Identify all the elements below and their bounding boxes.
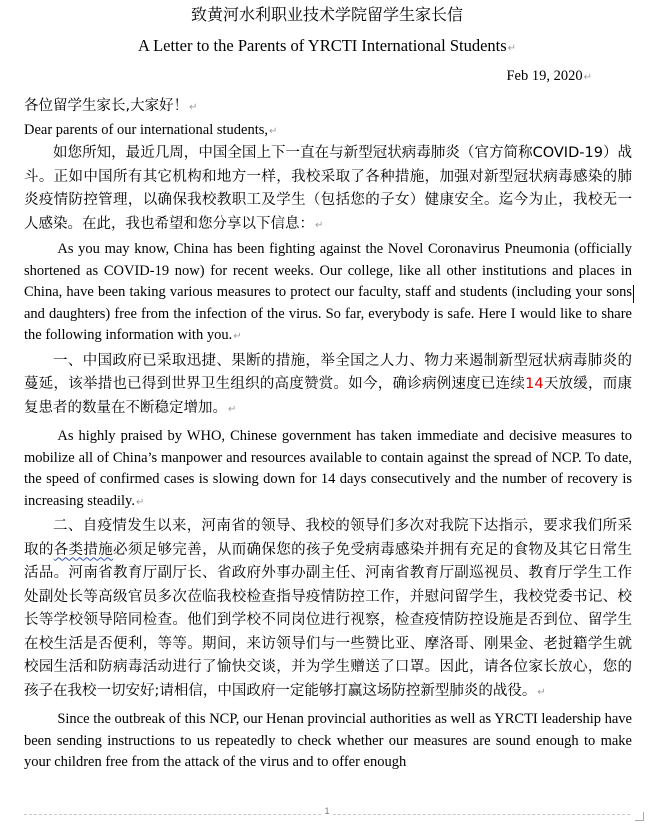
letter-date: Feb 19, 2020↵	[506, 68, 592, 84]
paragraph-1-english: As you may know, China has been fighting against the Novel Coronavirus Pneumonia (officially shortened as COVID-19 now) for recent weeks. Our college, like all other institutions and places in China, have been taking various measures to protect our faculty, staff and students (including your sons and daughters) free from the infection of the virus. So far, everybody is safe. Here I would like to share the following information with you.↵	[24, 241, 632, 343]
greeting-english: Dear parents of our international students,↵	[24, 121, 278, 138]
page-number: 1	[321, 806, 333, 816]
page-footer	[0, 806, 654, 823]
paragraph-mark: ↵	[189, 102, 198, 113]
paragraph-mark: ↵	[583, 72, 592, 83]
paragraph-mark: ↵	[315, 219, 324, 231]
paragraph-mark: ↵	[507, 43, 517, 54]
paragraph-3-english: Since the outbreak of this NCP, our Henan provincial authorities as well as YRCTI leadership have been sending instructions to us repeatedly to check whether our measures are sound enough to make your children free from the attack of the virus and to offer enough	[24, 711, 632, 770]
letter-title-chinese: 致黄河水利职业技术学院留学生家长信	[190, 5, 463, 24]
letter-title-english: A Letter to the Parents of YRCTI International Students↵	[137, 36, 517, 55]
paragraph-2-english: As highly praised by WHO, Chinese government has taken immediate and decisive measures to mobilize all of China’s manpower and resources available to contain against the spread of NCP. To date, the speed of confirmed cases is slowing down for 14 days consecutively and the number of recovery is increasing steadily.↵	[24, 428, 632, 509]
paragraph-mark: ↵	[269, 125, 278, 137]
paragraph-mark: ↵	[228, 403, 237, 415]
paragraph-mark: ↵	[537, 686, 546, 698]
paragraph-1-chinese: 如您所知，最近几周，中国全国上下一直在与新型冠状病毒肺炎（官方简称COVID-19）战斗。正如中国所有其它机构和地方一样，我校采取了各种措施，加强对新型冠状病毒感染的肺炎疫情防控管理，以确保我校教职工及学生（包括您的子女）健康安全。迄今为止，我校无一人感染。在此，我也希望和您分享以下信息：↵	[24, 145, 632, 232]
spellcheck-underlined-text[interactable]: 各类措施	[53, 541, 114, 558]
highlighted-number: 14	[525, 376, 544, 392]
text-cursor	[633, 285, 634, 303]
paragraph-mark: ↵	[233, 331, 242, 342]
paragraph-mark: ↵	[136, 496, 145, 508]
paragraph-3-chinese: 二、自疫情发生以来，河南省的领导、我校的领导们多次对我院下达指示，要求我们所采取的各类措施必须足够完善，从而确保您的孩子免受病毒感染并拥有充足的食物及其它日常生活品。河南省教育厅副厅长、省政府外事办副主任、河南省教育厅副巡视员、教育厅学生工作处副处长等高级官员多次莅临我校检查指导疫情防控工作，并慰问留学生，我校党委书记、校长等学校领导陪同检查。他们到学校不同岗位进行视察，检查疫情防控设施是否到位、留学生在校生活是否便利，等等。期间，来访领导们与一些赞比亚、摩洛哥、刚果金、老挝籍学生就校园生活和防病毒活动进行了愉快交谈，并为学生赠送了口罩。因此，请各位家长放心，您的孩子在我校一切安好;请相信，中国政府一定能够打赢这场防控新型肺炎的战役。↵	[24, 518, 633, 699]
page-corner-mark	[635, 812, 644, 821]
paragraph-2-chinese: 一、中国政府已采取迅捷、果断的措施，举全国之人力、物力来遏制新型冠状病毒肺炎的蔓延，该举措也已得到世界卫生组织的高度赞赏。如今，确诊病例速度已连续14天放缓，而康复患者的数量在不断稳定增加。↵	[24, 352, 633, 416]
letter-body[interactable]	[24, 95, 632, 774]
greeting-chinese: 各位留学生家长,大家好！↵	[24, 98, 198, 114]
